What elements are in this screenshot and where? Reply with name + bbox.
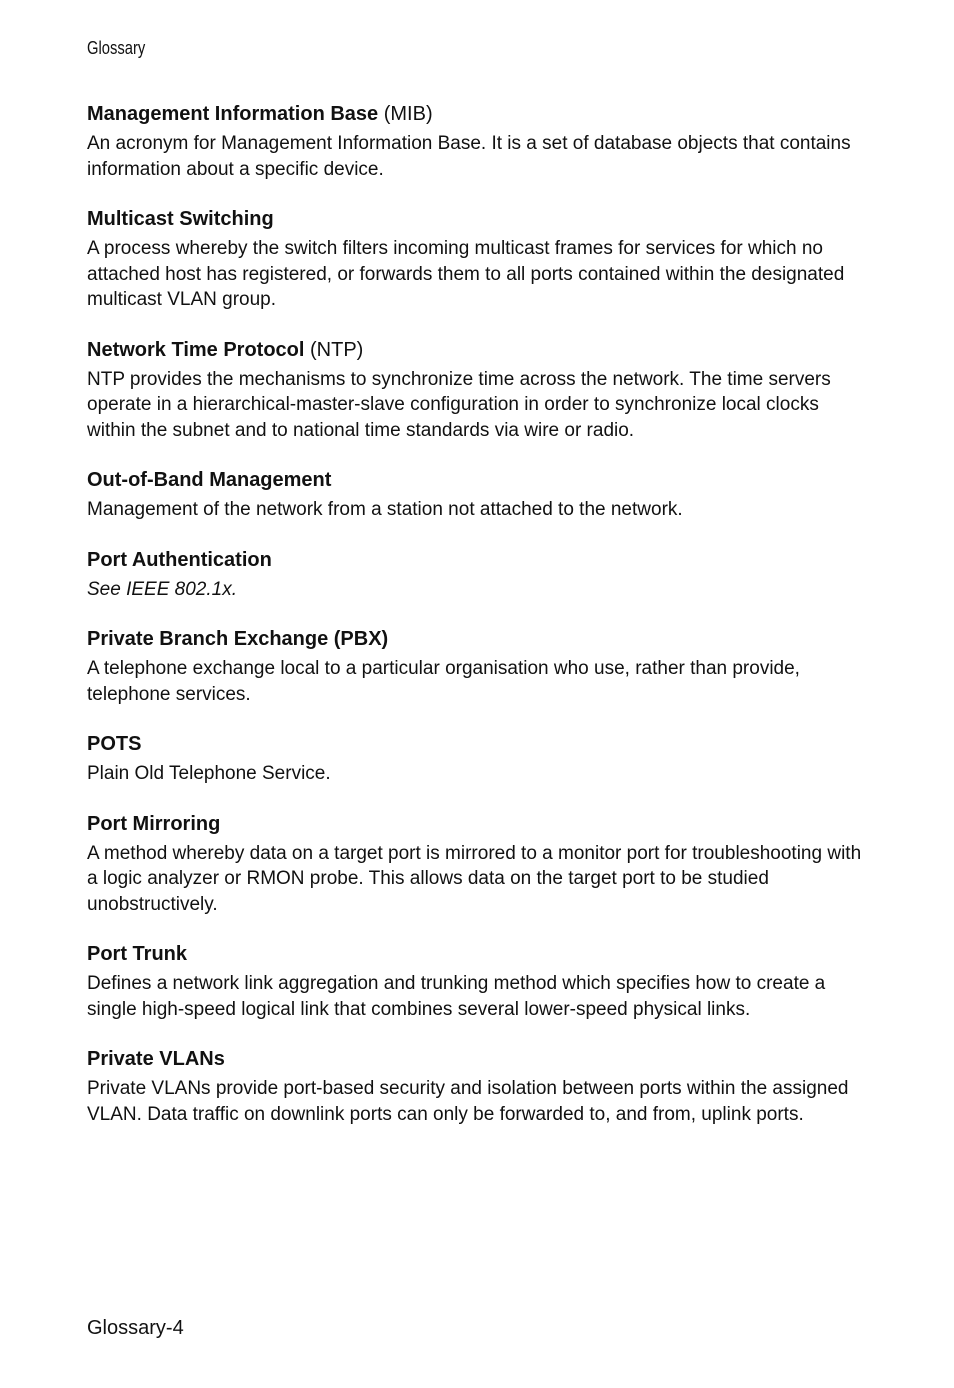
term-name: Port Mirroring <box>87 812 221 835</box>
glossary-term <box>87 626 867 652</box>
glossary-term <box>87 1046 867 1072</box>
glossary-entry <box>87 547 867 603</box>
term-definition: A telephone exchange local to a particular organisation who use, rather than provide, telephone services. <box>87 658 800 705</box>
glossary-term <box>87 941 867 967</box>
term-name: Private Branch Exchange (PBX) <box>87 628 389 650</box>
term-name: Port Authentication <box>87 548 272 571</box>
term-name: Management Information Base <box>87 103 379 125</box>
glossary-entry <box>87 101 867 182</box>
glossary-entry <box>87 811 867 918</box>
glossary-term <box>87 731 867 757</box>
glossary-list <box>87 101 867 1151</box>
term-definition: Defines a network link aggregation and trunking method which specifies how to create a single high-speed logical link that combines several lower-speed physical links. <box>87 973 826 1020</box>
term-definition: NTP provides the mechanisms to synchronize time across the network. The time servers operate in a hierarchical-master-slave configuration in order to synchronize local clocks within the subnet and to national time standards via wire or radio. <box>87 368 831 441</box>
term-name: POTS <box>87 733 142 755</box>
term-definition: Management of the network from a station not attached to the network. <box>87 499 683 520</box>
glossary-term <box>87 547 867 573</box>
glossary-term <box>87 101 867 127</box>
glossary-term <box>87 206 867 232</box>
glossary-entry <box>87 467 867 523</box>
glossary-entry <box>87 206 867 313</box>
running-header: Glossary <box>87 38 146 58</box>
term-acronym: (MIB) <box>378 103 433 125</box>
term-name: Port Trunk <box>87 943 188 965</box>
glossary-entry <box>87 731 867 787</box>
term-name: Multicast Switching <box>87 208 274 230</box>
glossary-entry <box>87 626 867 707</box>
glossary-entry <box>87 941 867 1022</box>
term-definition: A process whereby the switch filters incoming multicast frames for services for which no attached host has registered, or forwards them to all ports contained within the designated multicast VLAN group. <box>87 238 845 310</box>
glossary-term <box>87 811 867 837</box>
term-acronym: (NTP) <box>304 338 364 361</box>
glossary-term <box>87 467 867 493</box>
term-definition: Plain Old Telephone Service. <box>87 763 331 784</box>
term-name: Private VLANs <box>87 1048 225 1070</box>
term-name: Out-of-Band Management <box>87 469 332 491</box>
glossary-entry <box>87 337 867 444</box>
term-definition: Private VLANs provide port-based security and isolation between ports within the assigned VLAN. Data traffic on downlink ports can only be forwarded to, and from, uplink ports. <box>87 1078 849 1125</box>
term-name: Network Time Protocol <box>87 338 305 361</box>
glossary-entry <box>87 1046 867 1127</box>
page-number: Glossary-4 <box>87 1317 184 1339</box>
term-definition: An acronym for Management Information Base. It is a set of database objects that contains information about a specific device. <box>87 133 851 180</box>
term-cross-reference: See IEEE 802.1x. <box>87 578 237 600</box>
term-definition: A method whereby data on a target port is mirrored to a monitor port for troubleshooting with a logic analyzer or RMON probe. This allows data on the target port to be studied unobstructively. <box>87 842 862 915</box>
glossary-term <box>87 337 867 363</box>
